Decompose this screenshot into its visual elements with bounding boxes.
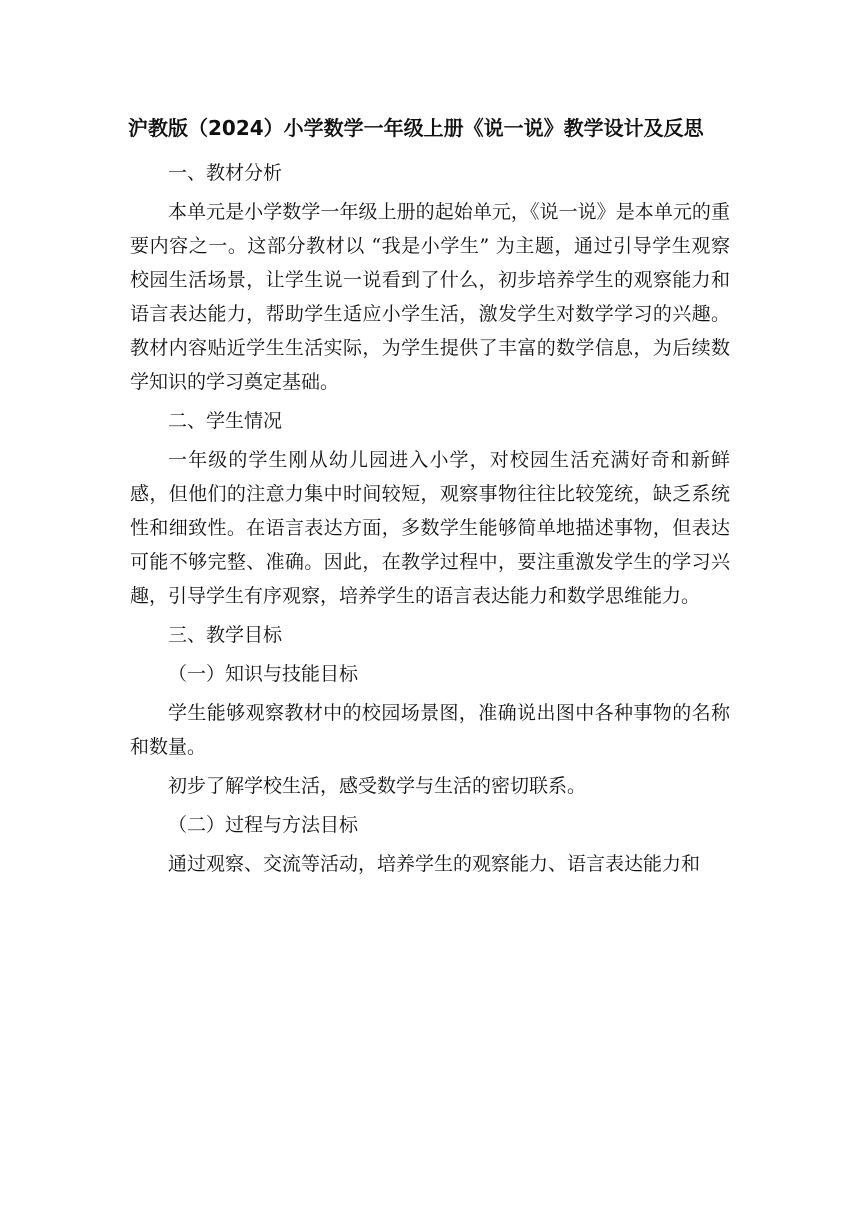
section-heading-textbook-analysis: 一、教材分析 [168,162,283,184]
paragraph-student-situation: 一年级的学生刚从幼儿园进入小学，对校园生活充满好奇和新鲜感，但他们的注意力集中时间较短，观察事物往往比较笼统，缺乏系统性和细致性。在语言表达方面，多数学生能够简单地描述事物，但表达可能不够完整、准确。因此，在教学过程中，要注重激发学生的学习兴趣，引导学生有序观察，培养学生的语言表达能力和数学思维能力。 [130,449,730,607]
section-heading-student-situation: 二、学生情况 [168,410,283,432]
subheading-knowledge-skills: （一）知识与技能目标 [168,663,359,685]
paragraph-knowledge-skills-1: 学生能够观察教材中的校园场景图，准确说出图中各种事物的名称和数量。 [130,702,730,758]
document-body [130,156,730,881]
section-heading-teaching-goals: 三、教学目标 [168,624,283,646]
paragraph-process-methods: 通过观察、交流等活动，培养学生的观察能力、语言表达能力和 [168,853,701,875]
paragraph-textbook-analysis: 本单元是小学数学一年级上册的起始单元，《说一说》是本单元的重要内容之一。这部分教材以 “我是小学生” 为主题，通过引导学生观察校园生活场景，让学生说一说看到了什么，初步培养学生的观察能力和语言表达能力，帮助学生适应小学生活，激发学生对数学学习的兴趣。教材内容贴近学生生活实际，为学生提供了丰富的数学信息，为后续数学知识的学习奠定基础。 [130,201,730,393]
document-title: 沪教版（2024）小学数学一年级上册《说一说》教学设计及反思 [128,116,704,140]
subheading-process-methods: （二）过程与方法目标 [168,814,359,836]
paragraph-knowledge-skills-2: 初步了解学校生活，感受数学与生活的密切联系。 [168,775,587,797]
